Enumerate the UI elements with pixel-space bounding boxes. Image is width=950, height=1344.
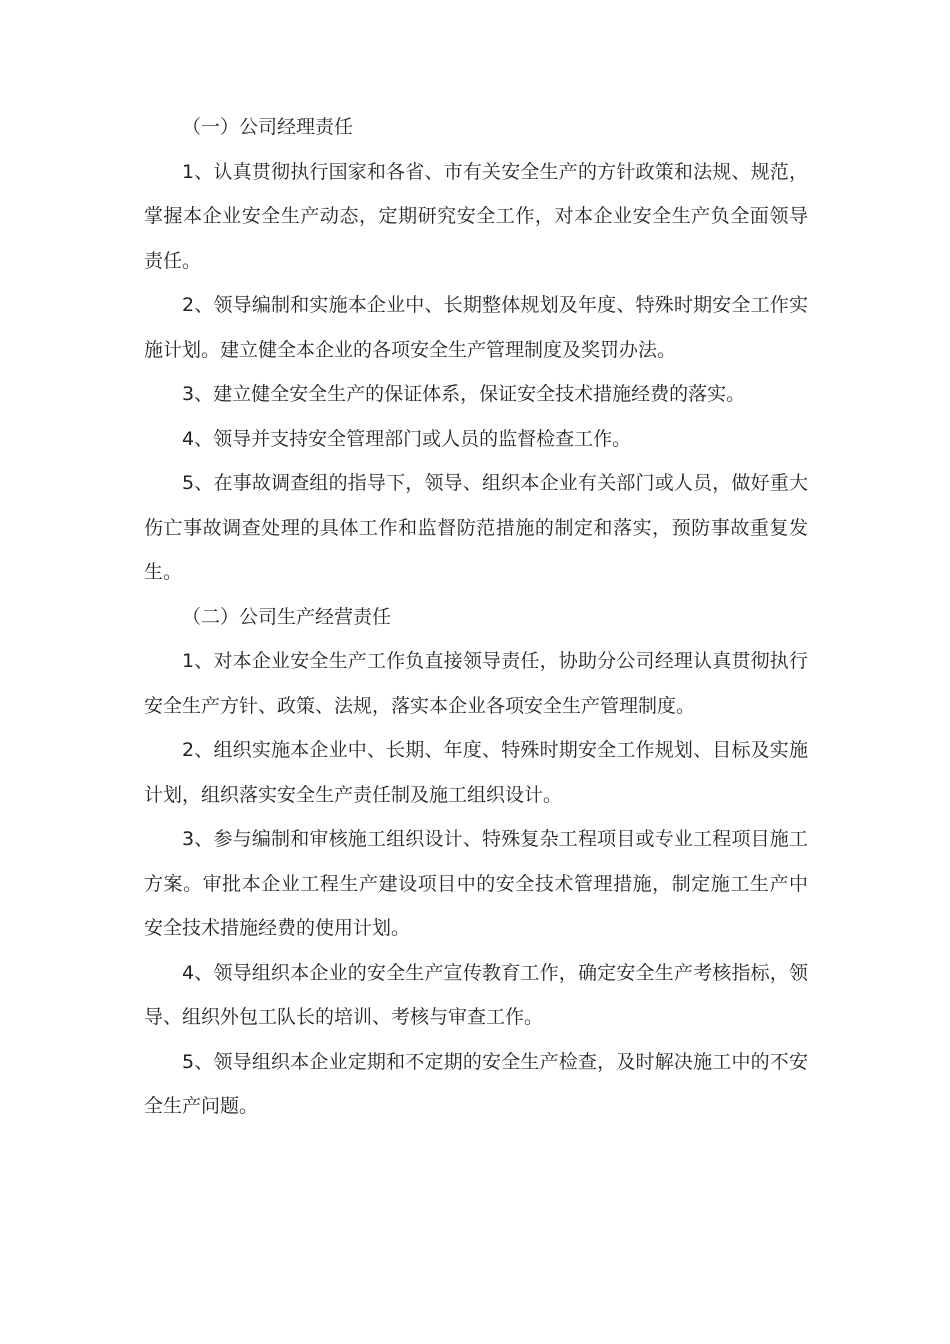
paragraph: 4、领导并支持安全管理部门或人员的监督检查工作。	[182, 427, 632, 450]
section-heading-manager: （一）公司经理责任	[182, 116, 354, 138]
paragraph: 5、在事故调查组的指导下，领导、组织本企业有关部门或人员，做好重大伤亡事故调查处理的具体工作和监督防范措施的制定和落实，预防事故重复发生。	[144, 472, 808, 583]
paragraph: 3、参与编制和审核施工组织设计、特殊复杂工程项目或专业工程项目施工方案。审批本企业工程生产建设项目中的安全技术管理措施，制定施工生产中安全技术措施经费的使用计划。	[144, 828, 808, 939]
paragraph: 2、组织实施本企业中、长期、年度、特殊时期安全工作规划、目标及实施计划，组织落实安全生产责任制及施工组织设计。	[144, 739, 808, 806]
paragraph: 1、认真贯彻执行国家和各省、市有关安全生产的方针政策和法规、规范，掌握本企业安全生产动态，定期研究安全工作，对本企业安全生产负全面领导责任。	[144, 160, 808, 272]
paragraph: 3、建立健全安全生产的保证体系，保证安全技术措施经费的落实。	[182, 383, 746, 405]
section-heading-production: （二）公司生产经营责任	[182, 605, 392, 628]
paragraph: 4、领导组织本企业的安全生产宣传教育工作，确定安全生产考核指标，领导、组织外包工队长的培训、考核与审查工作。	[144, 961, 808, 1028]
paragraph: 2、领导编制和实施本企业中、长期整体规划及年度、特殊时期安全工作实施计划。建立健全本企业的各项安全生产管理制度及奖罚办法。	[144, 294, 808, 361]
paragraph: 5、领导组织本企业定期和不定期的安全生产检查，及时解决施工中的不安全生产问题。	[144, 1050, 808, 1117]
paragraph: 1、对本企业安全生产工作负直接领导责任，协助分公司经理认真贯彻执行安全生产方针、政策、法规，落实本企业各项安全生产管理制度。	[144, 650, 808, 717]
document-body	[144, 105, 808, 1129]
